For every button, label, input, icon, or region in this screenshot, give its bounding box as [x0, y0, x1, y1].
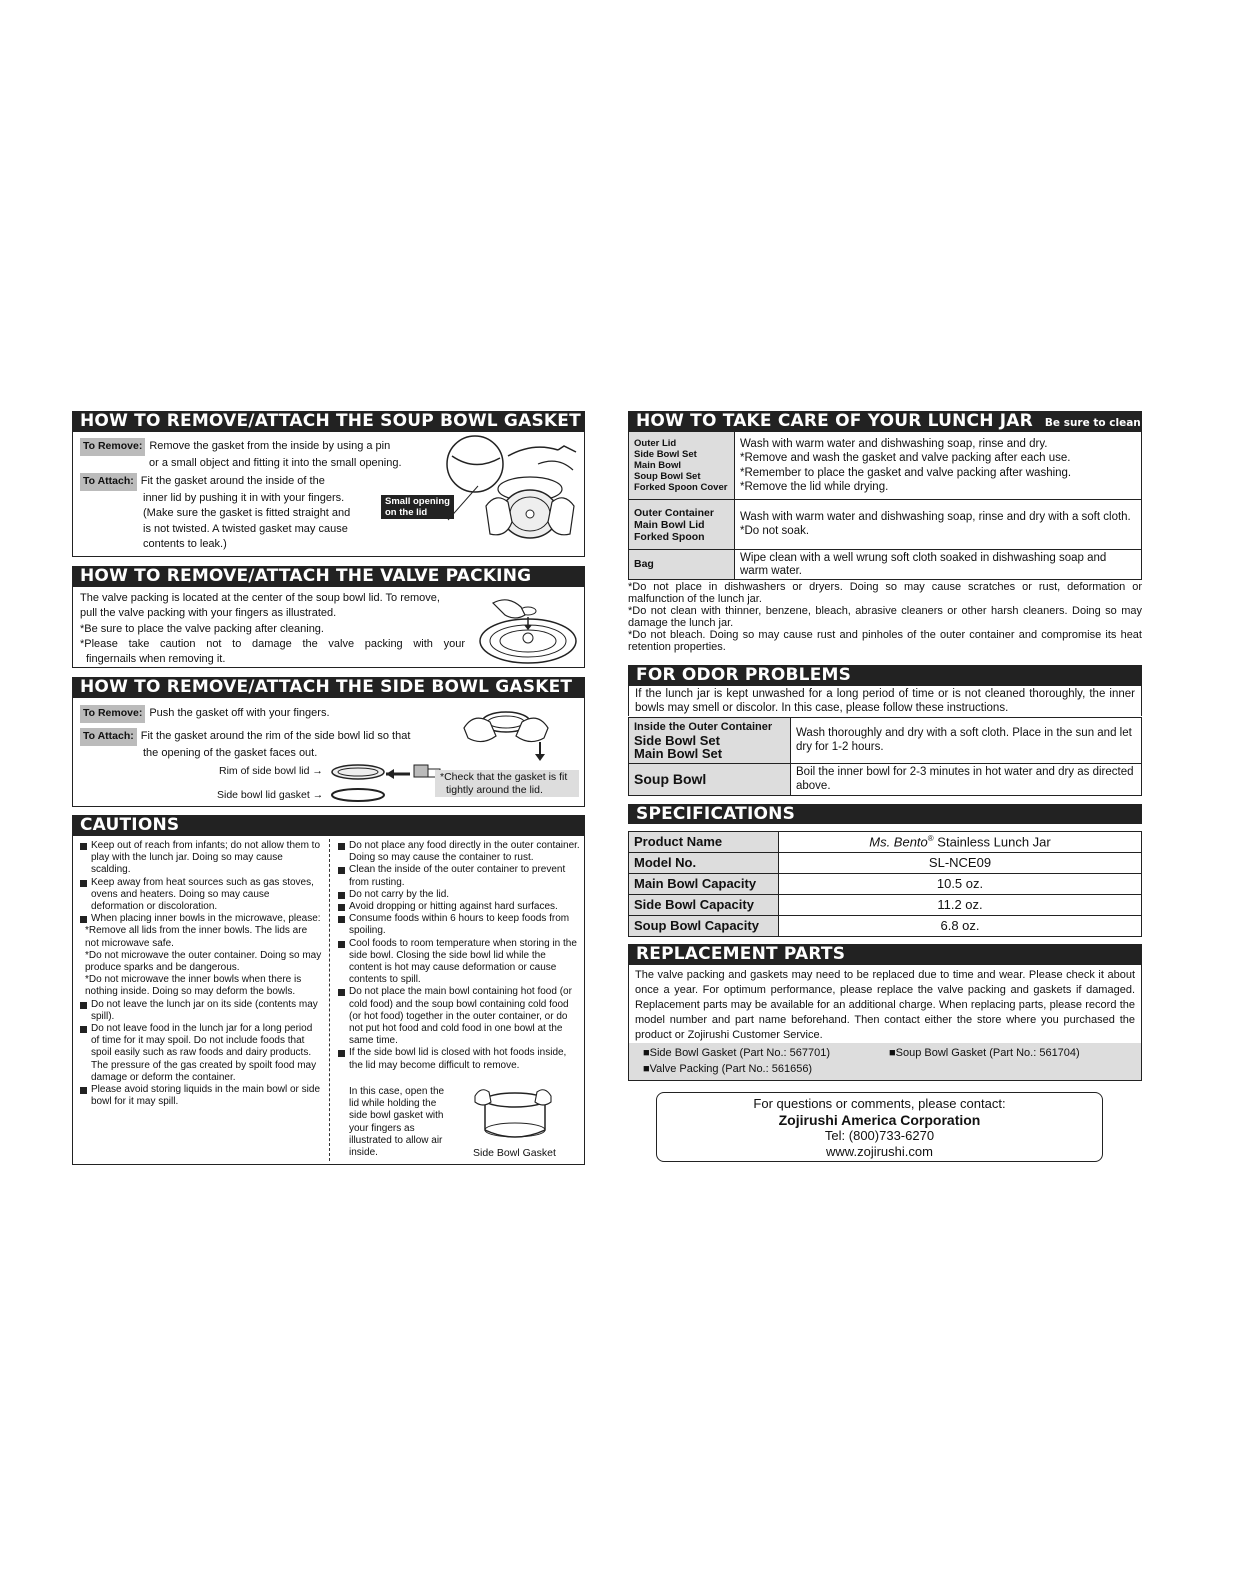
spec-value: SL-NCE09 [779, 853, 1142, 874]
caution-item: Cool foods to room temperature when storing in the side bowl. Closing the side bowl lid while the content is hot may cause deformation or cause contents to spill. [337, 938, 581, 987]
part-item: ■Side Bowl Gasket (Part No.: 567701) [643, 1047, 831, 1059]
soup-attach-text: To Attach: Fit the gasket around the inside of the inner lid by pushing it in with your fingers. (Make sure the gasket is fitted straight and is not twisted. A twisted gasket may cause contents to leak.) [80, 473, 380, 553]
care-items: Outer Container Main Bowl Lid Forked Spoon [629, 500, 735, 550]
spec-value: 6.8 oz. [779, 916, 1142, 937]
contact-box [656, 1092, 1103, 1162]
side-attach-text: To Attach: Fit the gasket around the rim of the side bowl lid so that the opening of the gasket faces out. [80, 728, 460, 761]
company-name: Zojirushi America Corporation [778, 1112, 981, 1128]
odor-instructions: Wash thoroughly and dry with a soft cloth. Place in the sun and let dry for 1-2 hours. [791, 718, 1142, 764]
soup-gasket-section [72, 431, 585, 557]
side-lid-gasket-illustration [328, 760, 448, 806]
care-row [629, 550, 1142, 580]
spec-value: 10.5 oz. [779, 874, 1142, 895]
specs-table [628, 831, 1142, 937]
caution-item: Please avoid storing liquids in the main bowl or side bowl for it may spill. [79, 1084, 323, 1108]
valve-packing-text: The valve packing is located at the center of the soup bowl lid. To remove, pull the valve packing with your fingers as illustrated. *Be sure to place the valve packing after cleaning. *Please take caution not to damage the valve packing with your fingernails when removing it. [80, 592, 465, 666]
spec-label: Model No. [629, 853, 779, 874]
care-instructions: Wash with warm water and dishwashing soap, rinse and dry. *Remove and wash the gasket and valve packing after each use. *Remember to place the gasket and valve packing after washing. *Remove the lid while drying. [735, 432, 1142, 500]
attach-label: To Attach: [80, 728, 137, 746]
remove-label: To Remove: [80, 438, 145, 456]
spec-label: Soup Bowl Capacity [629, 916, 779, 937]
caution-item: Do not leave the lunch jar on its side (contents may spill). [79, 999, 323, 1023]
cautions-section [72, 835, 585, 1165]
cautions-right-list [337, 840, 581, 1072]
valve-packing-heading: HOW TO REMOVE/ATTACH THE VALVE PACKING [72, 566, 585, 586]
contact-intro: For questions or comments, please contact: [753, 1096, 1006, 1111]
care-row [629, 500, 1142, 550]
caution-item: Do not carry by the lid. [337, 889, 581, 901]
side-bowl-gasket-illustration [473, 1086, 553, 1150]
side-bowl-gasket-label: Side Bowl Gasket [473, 1147, 556, 1159]
spec-row [629, 895, 1142, 916]
spec-row [629, 916, 1142, 937]
rim-label: Rim of side bowl lid → [219, 765, 323, 777]
caution-item: Do not place any food directly in the outer container. Doing so may cause the container to rust. [337, 840, 581, 864]
gasket-label: Side bowl lid gasket → [217, 789, 324, 801]
caution-subitem: *Do not microwave the inner bowls when there is nothing inside. Doing so may deform the bowls. [85, 974, 302, 998]
side-gasket-heading: HOW TO REMOVE/ATTACH THE SIDE BOWL GASKET [72, 677, 585, 697]
part-item: ■Soup Bowl Gasket (Part No.: 561704) [889, 1047, 1080, 1059]
valve-packing-section [72, 586, 585, 668]
caution-item: When placing inner bowls in the microwave, please: [79, 913, 323, 925]
soup-lid-illustration [438, 434, 583, 556]
spec-row [629, 832, 1142, 853]
valve-packing-illustration [473, 593, 583, 665]
cautions-divider [329, 839, 330, 1161]
caution-item: Clean the inside of the outer container to prevent from rusting. [337, 864, 581, 888]
care-subtitle: Be sure to clean after each use. [1044, 417, 1233, 429]
side-gasket-section [72, 697, 585, 807]
cautions-last-lines: In this case, open the lid while holding the side bowl gasket with your fingers as illustrated to allow air inside. [349, 1086, 445, 1159]
cautions-left-list [79, 840, 323, 1108]
caution-item: Keep out of reach from infants; do not allow them to play with the lunch jar. Doing so may cause scalding. [79, 840, 323, 877]
replacement-text: The valve packing and gaskets may need to be replaced due to time and wear. Please check it about once a year. For optimum performance, please replace the valve packing and gaskets if damaged. Replacement parts may be available for an additional charge. When replacing parts, please record the model number and part name beforehand. Then contact either the store where you purchased the product or Zojirushi Customer Service. [635, 969, 1135, 1041]
odor-row [629, 764, 1142, 796]
care-instructions: Wipe clean with a well wrung soft cloth soaked in dishwashing soap and warm water. [735, 550, 1142, 580]
remove-label: To Remove: [80, 705, 145, 723]
soup-gasket-heading: HOW TO REMOVE/ATTACH THE SOUP BOWL GASKET [72, 411, 585, 431]
care-instructions: Wash with warm water and dishwashing soap, rinse and dry with a soft cloth. *Do not soak. [735, 500, 1142, 550]
website-link[interactable]: www.zojirushi.com [826, 1144, 933, 1159]
spec-value: Ms. Bento® Stainless Lunch Jar [779, 832, 1142, 853]
care-heading: HOW TO TAKE CARE OF YOUR LUNCH JAR Be sure to clean after each use. [628, 411, 1142, 431]
small-opening-callout: Small opening on the lid [381, 495, 454, 519]
specs-heading: SPECIFICATIONS [628, 804, 1142, 824]
caution-item: Consume foods within 6 hours to keep foods from spoiling. [337, 913, 581, 937]
caution-item: Keep away from heat sources such as gas stoves, ovens and heaters. Doing so may cause deformation or discoloration. [79, 877, 323, 914]
replacement-section [628, 964, 1142, 1081]
phone-number[interactable]: Tel: (800)733-6270 [824, 1128, 935, 1143]
parts-list [629, 1043, 1141, 1080]
care-notes: *Do not place in dishwashers or dryers. Doing so may cause scratches or rust, deformation or malfunction of the lunch jar. *Do not clean with thinner, benzene, bleach, abrasive cleaners or other harsh cleaners. Doing so may damage the lunch jar. *Do not bleach. Doing so may cause rust and pinholes of the outer container and compromise its heat retention properties. [628, 581, 1142, 653]
caution-item: Avoid dropping or hitting against hard surfaces. [337, 901, 581, 913]
spec-label: Side Bowl Capacity [629, 895, 779, 916]
spec-value: 11.2 oz. [779, 895, 1142, 916]
odor-intro: If the lunch jar is kept unwashed for a long period of time or is not cleaned thoroughly, the inner bowls may smell or discolor. In this case, please follow these instructions. [628, 685, 1142, 716]
cautions-heading: CAUTIONS [72, 815, 585, 835]
caution-subitem: *Do not microwave the outer container. Doing so may produce sparks and be dangerous. [85, 949, 322, 974]
caution-subitem: *Remove all lids from the inner bowls. The lids are not microwave safe. [85, 925, 308, 949]
care-table [628, 431, 1142, 653]
soup-remove-text: To Remove: Remove the gasket from the inside by using a pin or a small object and fitting it into the small opening. [80, 438, 420, 471]
side-remove-text: To Remove: Push the gasket off with your fingers. [80, 705, 330, 723]
spec-row [629, 874, 1142, 895]
part-item: ■Valve Packing (Part No.: 561656) [643, 1063, 813, 1075]
odor-heading: FOR ODOR PROBLEMS [628, 665, 1142, 685]
caution-item: Do not place the main bowl containing hot food (or cold food) and the soup bowl containing cold food (or hot food) together in the outer container, or do not put hot food and cold food in one bowl at the same time. [337, 986, 581, 1047]
odor-table [628, 717, 1142, 796]
attach-label: To Attach: [80, 473, 137, 491]
side-gasket-removal-illustration [458, 702, 568, 764]
odor-row [629, 718, 1142, 764]
spec-row [629, 853, 1142, 874]
odor-items: Inside the Outer Container Side Bowl Set Main Bowl Set [629, 718, 791, 764]
odor-items: Soup Bowl [629, 764, 791, 796]
care-items: Bag [629, 550, 735, 580]
caution-item: If the side bowl lid is closed with hot foods inside, the lid may become difficult to remove. [337, 1047, 581, 1071]
care-items: Outer Lid Side Bowl Set Main Bowl Soup Bowl Set Forked Spoon Cover [629, 432, 735, 500]
replacement-heading: REPLACEMENT PARTS [628, 944, 1142, 964]
odor-instructions: Boil the inner bowl for 2-3 minutes in hot water and dry as directed above. [791, 764, 1142, 796]
spec-label: Product Name [629, 832, 779, 853]
spec-label: Main Bowl Capacity [629, 874, 779, 895]
check-note: *Check that the gasket is fit tightly around the lid. [435, 770, 579, 797]
care-row [629, 432, 1142, 500]
caution-item: Do not leave food in the lunch jar for a long period of time for it may spoil. Do not include foods that spoil easily such as raw foods and dairy products. The pressure of the gas created by spoilt food may damage or deform the container. [79, 1023, 323, 1084]
